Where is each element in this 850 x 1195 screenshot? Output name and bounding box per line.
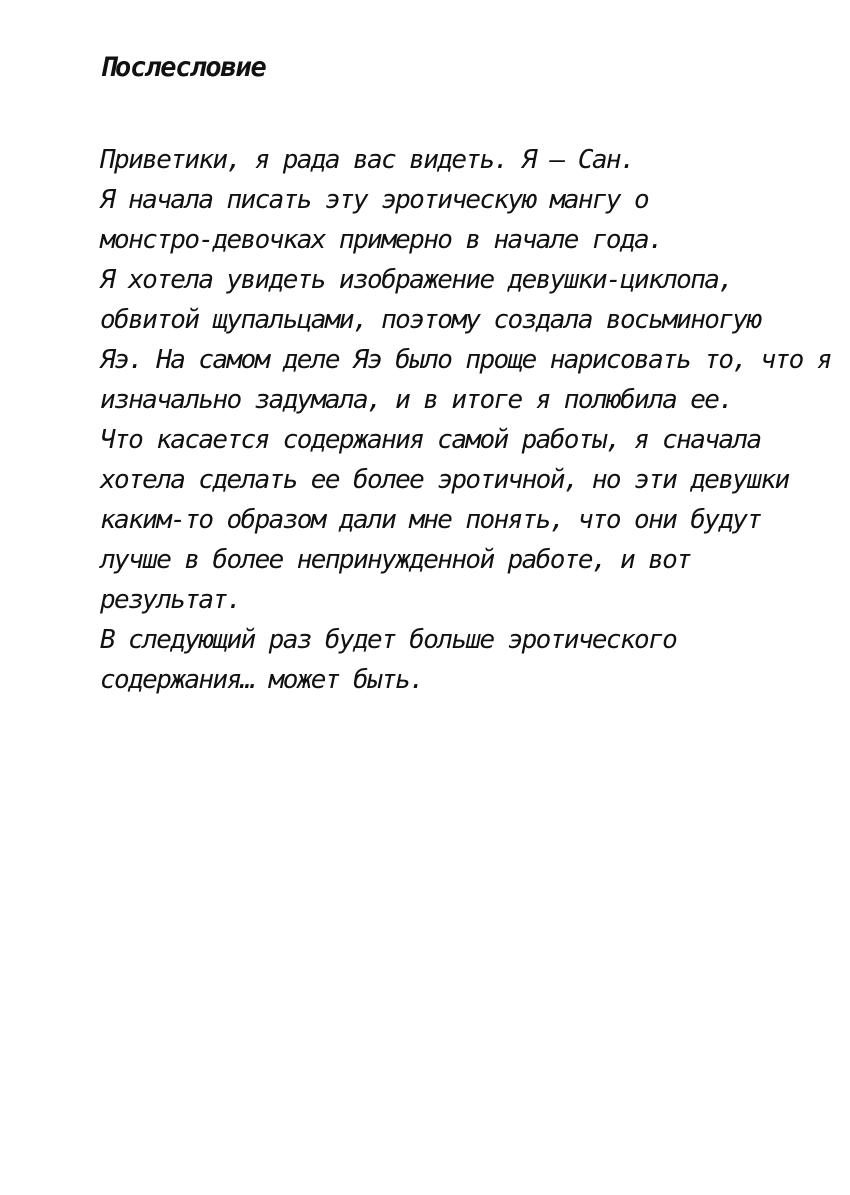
afterword-body (100, 140, 840, 700)
text-line: монстро-девочках примерно в начале года. (100, 225, 663, 255)
text-line: В следующий раз будет больше эротического (100, 625, 677, 655)
text-line: изначально задумала, и в итоге я полюбила ее. (100, 385, 733, 415)
text-line: Я начала писать эту эротическую мангу о (100, 185, 649, 215)
text-line: хотела сделать ее более эротичной, но эти девушки (100, 465, 789, 495)
page-title: Послесловие (100, 52, 266, 83)
text-line: Приветики, я рада вас видеть. Я – Сан. (100, 145, 635, 175)
text-line: Что касается содержания самой работы, я сначала (100, 425, 761, 455)
text-line: обвитой щупальцами, поэтому создала восьминогую (100, 305, 761, 335)
text-line: каким-то образом дали мне понять, что они будут (100, 505, 761, 535)
text-line: лучше в более непринужденной работе, и вот (100, 545, 691, 575)
text-line: Я хотела увидеть изображение девушки-циклопа, (100, 265, 733, 295)
text-line: содержания… может быть. (100, 665, 424, 695)
text-line: Яэ. На самом деле Яэ было проще нарисовать то, что я (100, 345, 831, 375)
text-line: результат. (100, 585, 241, 615)
